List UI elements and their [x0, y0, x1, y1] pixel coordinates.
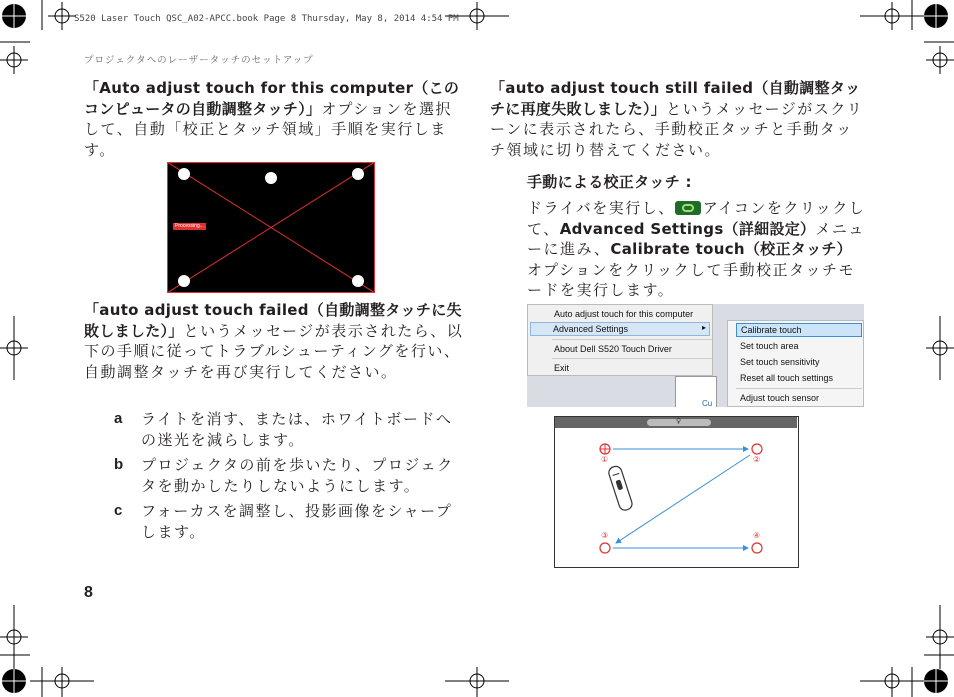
- right-p1-bold: 「auto adjust touch still failed（自動調整タッチに再度失敗しました）」: [490, 79, 861, 118]
- calibration-dot: [178, 168, 190, 180]
- calibration-target: [752, 543, 762, 553]
- processing-label: Processing...: [175, 223, 204, 229]
- menu-item-label: Calibrate touch: [741, 325, 802, 335]
- menu-item-label: Advanced Settings: [553, 324, 629, 334]
- menu-item-set-touch-area[interactable]: Set touch area: [740, 341, 799, 351]
- print-header: S520 Laser Touch QSC_A02-APCC.book Page 8 Thursday, May 8, 2014 4:54 PM: [74, 14, 459, 24]
- calibrate-touch-ref: Calibrate touch（校正タッチ）: [610, 240, 852, 258]
- point-label-2: ②: [753, 455, 761, 464]
- right-p1-text: というメッセージがスクリーンに表示されたら、手動校正タッチと手動タッチ領域に切り替えてください。: [490, 99, 864, 159]
- pin-icon: ♀: [676, 417, 682, 425]
- right-paragraph-2: [527, 198, 867, 301]
- manual-calibration-title: 手動による校正タッチ :: [527, 173, 692, 191]
- point-label-4: ④: [753, 531, 761, 540]
- step-label: b: [114, 456, 125, 473]
- left-p2-text: というメッセージが表示されたら、以下の手順に従ってトラブルシューティングを行い、自動調整タッチを再び実行してください。: [84, 321, 464, 381]
- step-label: c: [114, 502, 124, 519]
- advanced-settings-ref: Advanced Settings（詳細設定）: [559, 219, 816, 238]
- right-p2-text-1: ドライバを実行し、: [527, 199, 675, 217]
- right-paragraph-1: [490, 78, 866, 160]
- window-fragment-text: Cu: [702, 399, 713, 407]
- step-label: a: [114, 410, 124, 427]
- calibration-dot: [178, 275, 190, 287]
- menu-item-advanced-settings[interactable]: [530, 322, 710, 336]
- menu-item-auto-adjust[interactable]: Auto adjust touch for this computer: [554, 309, 694, 319]
- manual-calibration-figure: [554, 416, 799, 568]
- calibration-dot: [352, 168, 364, 180]
- step-text: フォーカスを調整し、投影画像をシャープします。: [141, 502, 453, 541]
- calibration-dot: [265, 172, 277, 184]
- menu-item-about[interactable]: About Dell S520 Touch Driver: [554, 344, 672, 354]
- menu-item-set-touch-sensitivity[interactable]: Set touch sensitivity: [740, 357, 820, 367]
- sub-menu: [727, 320, 864, 407]
- left-paragraph-1: [84, 78, 464, 160]
- right-p2-text-4: オプションをクリックして手動校正タッチモードを実行します。: [527, 260, 856, 299]
- left-p1-text: オプションを選択して、自動「校正とタッチ領域」手順を実行します。: [84, 99, 452, 159]
- point-label-3: ③: [601, 531, 609, 540]
- step-text: ライトを消す、または、ホワイトボードへの迷光を減らします。: [141, 410, 453, 449]
- menu-item-exit[interactable]: Exit: [554, 363, 570, 373]
- page-number: 8: [84, 584, 93, 601]
- submenu-arrow-icon: ▸: [701, 323, 706, 332]
- left-paragraph-2: [84, 300, 464, 382]
- running-head: プロジェクタへのレーザータッチのセットアップ: [84, 55, 314, 66]
- calibration-target: [752, 444, 762, 454]
- auto-calibration-figure: [167, 162, 375, 293]
- step-b: [114, 455, 464, 496]
- menu-item-reset-touch-settings[interactable]: Reset all touch settings: [740, 373, 834, 383]
- right-p2-text-3: メニューに進み、: [527, 219, 865, 258]
- step-c: [114, 501, 464, 542]
- left-p1-bold: 「Auto adjust touch for this computer（このコンピュータの自動調整タッチ）」: [84, 79, 460, 118]
- background-window: [675, 376, 717, 407]
- calibration-target: [600, 543, 610, 553]
- calibration-dot: [352, 275, 364, 287]
- right-p2-text-2: アイコンをクリックして、: [527, 199, 866, 238]
- menu-item-calibrate-touch[interactable]: [736, 323, 862, 337]
- driver-app-icon: [675, 201, 701, 215]
- menu-item-adjust-touch-sensor[interactable]: Adjust touch sensor: [740, 393, 820, 403]
- step-a: [114, 409, 464, 450]
- point-label-1: ①: [601, 455, 609, 464]
- step-text: プロジェクタの前を歩いたり、プロジェクタを動かしたりしないようにします。: [141, 456, 454, 495]
- laser-pen-icon: [607, 465, 633, 512]
- left-p2-bold: 「auto adjust touch failed（自動調整タッチに失敗しました）」: [84, 301, 462, 340]
- context-menu-screenshot: [527, 304, 864, 407]
- main-menu: [527, 304, 713, 376]
